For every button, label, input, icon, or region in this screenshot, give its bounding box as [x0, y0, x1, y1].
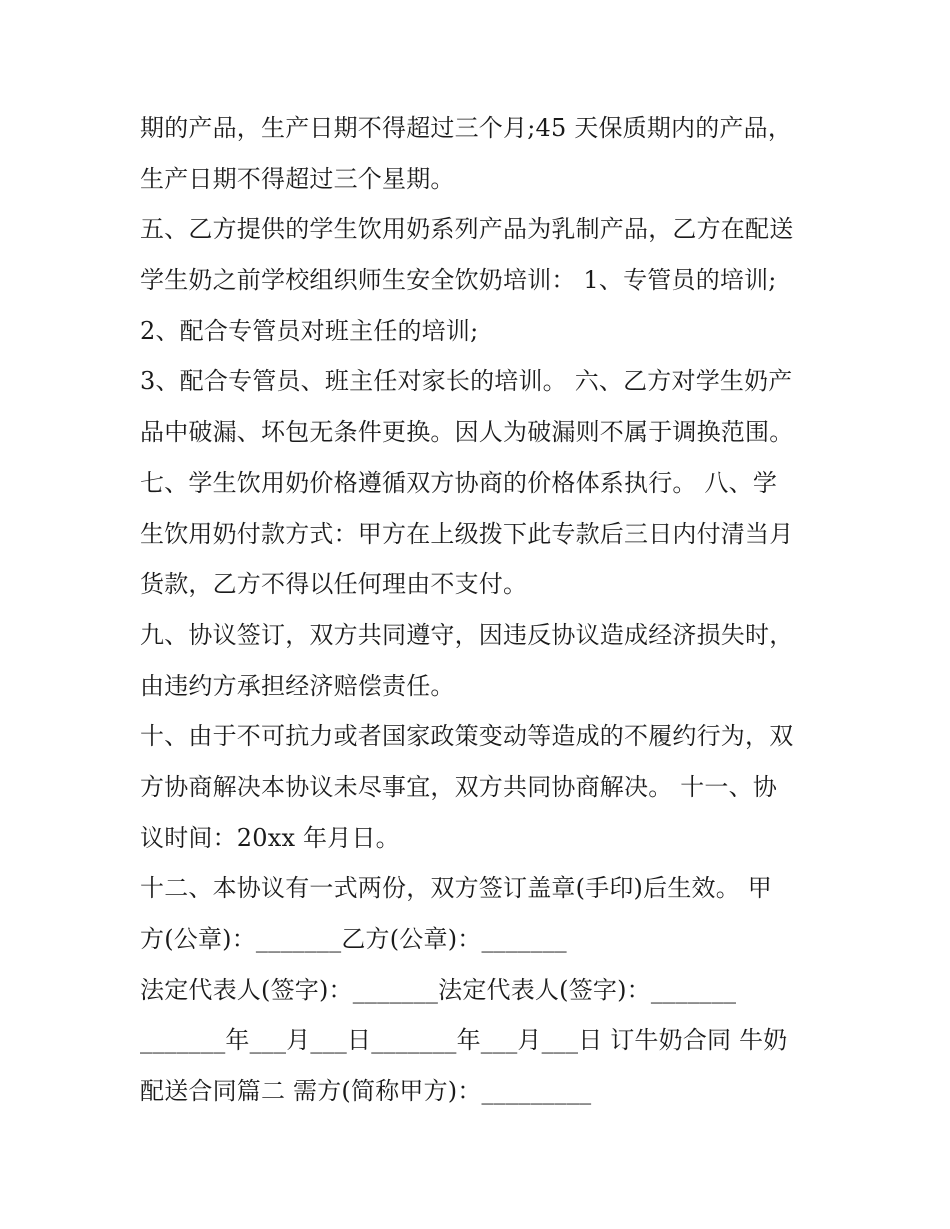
text-line: 七、学生饮用奶价格遵循双方协商的价格体系执行。 八、学	[140, 468, 778, 497]
text-line: 期的产品，生产日期不得超过三个月;45 天保质期内的产品，	[140, 114, 793, 142]
text-line: 议时间：20xx 年月日。	[140, 823, 400, 852]
signature-line-seals: 方(公章)：_______乙方(公章)：_______	[140, 925, 567, 953]
text-line: 由违约方承担经济赔偿责任。	[140, 671, 455, 700]
text-line: 生饮用奶付款方式：甲方在上级拨下此专款后三日内付清当月	[140, 519, 794, 548]
text-line: 3、配合专管员、班主任对家长的培训。 六、乙方对学生奶产	[140, 367, 793, 396]
text-line: 货款，乙方不得以任何理由不支付。	[140, 570, 528, 599]
text-line: 品中破漏、坏包无条件更换。因人为破漏则不属于调换范围。	[140, 418, 794, 447]
signature-line-dates: _______年___月___日_______年___月___日 订牛奶合同 牛奶	[140, 1026, 788, 1055]
text-line: 十、由于不可抗力或者国家政策变动等造成的不履约行为，双	[140, 722, 794, 751]
text-line: 学生奶之前学校组织师生安全饮奶培训： 1、专管员的培训;	[140, 266, 777, 295]
text-line: 十二、本协议有一式两份，双方签订盖章(手印)后生效。 甲	[140, 874, 772, 903]
document-body	[140, 103, 820, 1117]
text-line: 方协商解决本协议未尽事宜，双方共同协商解决。 十一、协	[140, 772, 778, 801]
text-line: 配送合同篇二 需方(简称甲方)：_________	[140, 1077, 592, 1106]
text-line: 九、协议签订，双方共同遵守，因违反协议造成经济损失时，	[140, 620, 794, 649]
signature-line-representatives: 法定代表人(签字)：_______法定代表人(签字)：_______	[140, 975, 737, 1004]
text-line: 五、乙方提供的学生饮用奶系列产品为乳制产品，乙方在配送	[140, 215, 794, 244]
text-line: 生产日期不得超过三个星期。	[140, 164, 455, 193]
text-line: 2、配合专管员对班主任的培训;	[140, 316, 479, 345]
